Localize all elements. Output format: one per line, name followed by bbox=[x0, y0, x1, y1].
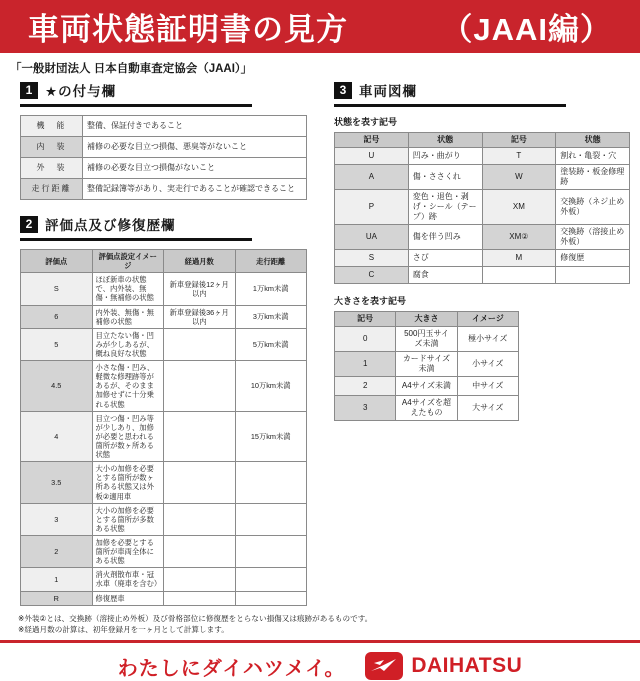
table-cell: 加修を必要とする箇所が車両全体にある状態 bbox=[92, 535, 164, 567]
column-header: 経過月数 bbox=[164, 250, 236, 273]
table-cell: カードサイズ未満 bbox=[396, 352, 457, 377]
table-row bbox=[21, 568, 307, 591]
table-row bbox=[21, 411, 307, 462]
table-cell: XM bbox=[482, 190, 556, 225]
title-banner bbox=[0, 0, 640, 53]
table-row bbox=[21, 158, 307, 179]
table-cell: 目立つ傷・凹み等が少しあり、加修が必要と思われる箇所が数ヶ所ある状態 bbox=[92, 411, 164, 462]
table-cell: さび bbox=[408, 250, 482, 267]
table-cell: 傷を伴う凹み bbox=[408, 225, 482, 250]
footnote-2: ※経過月数の計算は、初年登録月を一ヶ月として計算します。 bbox=[18, 624, 229, 634]
table-cell bbox=[164, 535, 236, 567]
right-column bbox=[334, 80, 632, 606]
table-cell bbox=[235, 462, 307, 503]
table-row bbox=[335, 225, 630, 250]
table-cell: 傷・ささくれ bbox=[408, 165, 482, 190]
table-cell: 新車登録後36ヶ月以内 bbox=[164, 305, 236, 328]
table-row bbox=[21, 535, 307, 567]
table-cell: 小さな傷・凹み、軽微な修理跡等があるが、そのまま加修せずに十分乗れる状態 bbox=[92, 361, 164, 412]
table-row bbox=[21, 462, 307, 503]
table-cell: 3万km未満 bbox=[235, 305, 307, 328]
table-row bbox=[335, 148, 630, 165]
table-row bbox=[21, 503, 307, 535]
table-cell: 凹み・曲がり bbox=[408, 148, 482, 165]
organization-subtitle: 「一般財団法人 日本自動車査定協会（JAAI）」 bbox=[10, 63, 253, 75]
section2-title: 評価点及び修復歴欄 bbox=[45, 218, 176, 233]
table-cell: ほぼ新車の状態で、内外装、無傷・無補修の状態 bbox=[92, 273, 164, 305]
table-row bbox=[335, 250, 630, 267]
table-cell bbox=[235, 535, 307, 567]
section3-number-badge: 3 bbox=[334, 82, 352, 99]
table-cell: 小サイズ bbox=[457, 352, 518, 377]
table-cell bbox=[164, 568, 236, 591]
row-label-cell: 3.5 bbox=[21, 462, 93, 503]
section1-header bbox=[20, 80, 252, 107]
column-header: 評価点 bbox=[21, 250, 93, 273]
table-row bbox=[335, 165, 630, 190]
table-cell bbox=[164, 591, 236, 605]
table-cell bbox=[235, 503, 307, 535]
table-cell: 中サイズ bbox=[457, 377, 518, 396]
daihatsu-wordmark: DAIHATSU bbox=[411, 654, 523, 678]
column-header: 大きさ bbox=[396, 312, 457, 327]
table-row bbox=[21, 273, 307, 305]
table-cell: 修復歴 bbox=[556, 250, 630, 267]
table-cell: A4サイズを超えたもの bbox=[396, 396, 457, 421]
table-row bbox=[21, 361, 307, 412]
left-column bbox=[20, 80, 320, 606]
row-label-cell: 1 bbox=[21, 568, 93, 591]
condition-symbols-label: 状態を表す記号 bbox=[334, 117, 398, 127]
table-cell: 極小サイズ bbox=[457, 327, 518, 352]
table-cell: XM② bbox=[482, 225, 556, 250]
row-label-cell: 6 bbox=[21, 305, 93, 328]
table-cell: 腐食 bbox=[408, 267, 482, 284]
content-columns bbox=[0, 80, 640, 606]
footer-divider bbox=[0, 640, 640, 643]
table-cell: M bbox=[482, 250, 556, 267]
column-header: 状態 bbox=[556, 133, 630, 148]
footnotes bbox=[18, 613, 640, 635]
table-row bbox=[21, 591, 307, 605]
table-row bbox=[335, 267, 630, 284]
row-label-cell: 機 能 bbox=[21, 116, 83, 137]
section2-header bbox=[20, 214, 252, 241]
table-cell: 5万km未満 bbox=[235, 328, 307, 360]
table-cell: 交換跡（ネジ止め外板） bbox=[556, 190, 630, 225]
table-row bbox=[335, 327, 519, 352]
table-row bbox=[21, 179, 307, 200]
row-label-cell: 内 装 bbox=[21, 137, 83, 158]
table-cell: W bbox=[482, 165, 556, 190]
column-header: イメージ bbox=[457, 312, 518, 327]
row-label-cell: 3 bbox=[335, 396, 396, 421]
table-row bbox=[21, 116, 307, 137]
table-row bbox=[21, 305, 307, 328]
table-row bbox=[335, 396, 519, 421]
table-cell: 割れ・亀裂・穴 bbox=[556, 148, 630, 165]
row-label-cell: S bbox=[335, 250, 409, 267]
row-label-cell: 3 bbox=[21, 503, 93, 535]
table-cell: 新車登録後12ヶ月以内 bbox=[164, 273, 236, 305]
row-label-cell: R bbox=[21, 591, 93, 605]
table-row bbox=[335, 377, 519, 396]
row-label-cell: A bbox=[335, 165, 409, 190]
table-cell: 内外装、無傷・無補修の状態 bbox=[92, 305, 164, 328]
table-cell bbox=[164, 411, 236, 462]
table-row bbox=[335, 190, 630, 225]
table-cell: 整備記録簿等があり、実走行であることが確認できること bbox=[83, 179, 307, 200]
footer bbox=[0, 652, 640, 681]
table-cell bbox=[235, 568, 307, 591]
table-cell: 500円玉サイズ未満 bbox=[396, 327, 457, 352]
row-label-cell: 4.5 bbox=[21, 361, 93, 412]
table-cell bbox=[164, 462, 236, 503]
table-cell bbox=[164, 328, 236, 360]
table-cell: T bbox=[482, 148, 556, 165]
row-label-cell: 1 bbox=[335, 352, 396, 377]
table-cell: 塗装跡・板金修理跡 bbox=[556, 165, 630, 190]
table-cell: 補修の必要な目立つ損傷がないこと bbox=[83, 158, 307, 179]
row-label-cell: 0 bbox=[335, 327, 396, 352]
table-cell: 15万km未満 bbox=[235, 411, 307, 462]
page-title-edition: （JAAI編） bbox=[441, 12, 612, 47]
brand-slogan: わたしにダイハツメイ。 bbox=[117, 657, 346, 680]
table-cell bbox=[164, 361, 236, 412]
table-cell: 大サイズ bbox=[457, 396, 518, 421]
evaluation-score-table bbox=[20, 249, 307, 606]
table-cell bbox=[164, 503, 236, 535]
section1-number-badge: 1 bbox=[20, 82, 38, 99]
table-cell: 消火剤散布車・冠水車（廃車を含む） bbox=[92, 568, 164, 591]
star-criteria-table bbox=[20, 115, 307, 200]
table-cell: A4サイズ未満 bbox=[396, 377, 457, 396]
row-label-cell: UA bbox=[335, 225, 409, 250]
column-header: 状態 bbox=[408, 133, 482, 148]
size-symbols-label: 大きさを表す記号 bbox=[334, 296, 407, 306]
table-cell: 大小の加修を必要とする箇所が多数ある状態 bbox=[92, 503, 164, 535]
table-row bbox=[21, 137, 307, 158]
row-label-cell: C bbox=[335, 267, 409, 284]
table-cell: 10万km未満 bbox=[235, 361, 307, 412]
row-label-cell: 2 bbox=[21, 535, 93, 567]
d-arrow-icon bbox=[370, 657, 398, 675]
column-header: 記号 bbox=[335, 133, 409, 148]
table-row bbox=[21, 328, 307, 360]
size-symbols-table bbox=[334, 311, 519, 421]
row-label-cell: 2 bbox=[335, 377, 396, 396]
table-cell: 1万km未満 bbox=[235, 273, 307, 305]
column-header: 記号 bbox=[335, 312, 396, 327]
section2-number-badge: 2 bbox=[20, 216, 38, 233]
row-label-cell: 外 装 bbox=[21, 158, 83, 179]
table-cell: 大小の加修を必要とする箇所が数ヶ所ある状態又は外板②適用車 bbox=[92, 462, 164, 503]
column-header: 走行距離 bbox=[235, 250, 307, 273]
table-cell: 補修の必要な目立つ損傷、悪臭等がないこと bbox=[83, 137, 307, 158]
page-title: 車両状態証明書の見方 bbox=[28, 12, 348, 47]
row-label-cell: U bbox=[335, 148, 409, 165]
table-cell bbox=[556, 267, 630, 284]
table-row bbox=[335, 352, 519, 377]
footnote-1: ※外装②とは、交換跡（溶接止め外板）及び骨格部位に修復歴をとらない損傷又は痕跡があるものです。 bbox=[18, 613, 373, 623]
column-header: 記号 bbox=[482, 133, 556, 148]
table-cell: 整備、保証付きであること bbox=[83, 116, 307, 137]
column-header: 評価点設定イメージ bbox=[92, 250, 164, 273]
daihatsu-logo bbox=[365, 652, 522, 680]
section3-title: 車両図欄 bbox=[359, 84, 417, 99]
row-label-cell: 走行距離 bbox=[21, 179, 83, 200]
section1-title: ★の付与欄 bbox=[45, 84, 117, 99]
table-cell bbox=[482, 267, 556, 284]
row-label-cell: 5 bbox=[21, 328, 93, 360]
table-cell bbox=[235, 591, 307, 605]
row-label-cell: P bbox=[335, 190, 409, 225]
section3-header bbox=[334, 80, 566, 107]
condition-symbols-table bbox=[334, 132, 630, 284]
daihatsu-emblem-icon bbox=[365, 652, 403, 680]
table-cell: 修復歴車 bbox=[92, 591, 164, 605]
row-label-cell: S bbox=[21, 273, 93, 305]
table-cell: 交換跡（溶接止め外板） bbox=[556, 225, 630, 250]
table-cell: 変色・退色・剥げ・シール（テープ）跡 bbox=[408, 190, 482, 225]
row-label-cell: 4 bbox=[21, 411, 93, 462]
table-cell: 目立たない傷・凹みが少しあるが、概ね良好な状態 bbox=[92, 328, 164, 360]
